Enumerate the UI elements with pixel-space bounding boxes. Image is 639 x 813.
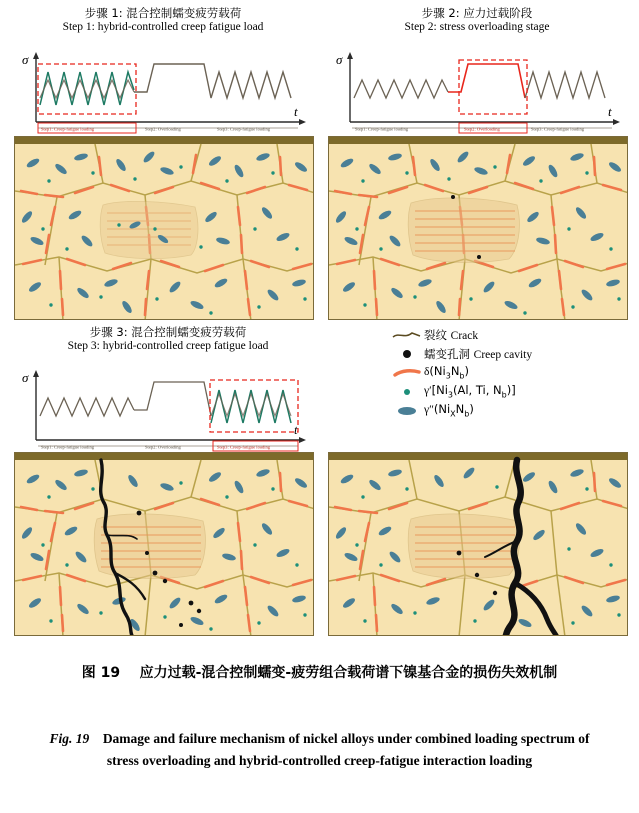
svg-text:σ: σ [22, 370, 29, 385]
caption-en [0, 728, 639, 772]
micrograph-failure [328, 452, 628, 636]
panel-2-title-en: Step 2: stress overloading stage [404, 21, 550, 34]
caption-en-text: Damage and failure mechanism of nickel alloys under combined loading spectrum of stress overloading and hybrid-controlled creep-fatigue interaction loading [102, 731, 590, 768]
svg-text:Step3: Creep-fatigue loading: Step3: Creep-fatigue loading [531, 126, 585, 132]
segment-label-1: Step1: Creep-fatigue loading [41, 126, 95, 132]
svg-text:t: t [294, 422, 298, 437]
legend-item-gamma-double-prime: $\gamma''(Ni_XN_b)$ [390, 401, 620, 420]
panel-3-title [18, 325, 318, 354]
panel-2-title-cn: 步骤 2: 应力过载阶段 [421, 6, 533, 20]
legend-label-cavity-cn: 蠕变孔洞 [424, 346, 470, 361]
small-dot-icon [390, 387, 424, 397]
legend [390, 325, 620, 420]
ellipse-icon [390, 406, 424, 416]
caption-cn-number: 图 19 [81, 665, 121, 681]
svg-text:t: t [608, 104, 612, 119]
line-icon [390, 330, 424, 340]
panel-1-title-cn: 步骤 1: 混合控制蠕变疲劳载荷 [84, 6, 242, 20]
legend-item-crack [390, 325, 620, 344]
segment-label-3: Step3: Creep-fatigue loading [217, 126, 271, 132]
svg-text:Step2: Overloading: Step2: Overloading [145, 444, 181, 450]
legend-label-crack-cn: 裂纹 [424, 327, 447, 342]
svg-text:σ: σ [22, 52, 29, 67]
caption-en-number: Fig. 19 [49, 731, 90, 746]
panel-2-load-curve [328, 50, 628, 134]
svg-text:t: t [294, 104, 298, 119]
svg-text:Step1: Creep-fatigue loading: Step1: Creep-fatigue loading [41, 444, 95, 450]
panel-3-title-cn: 步骤 3: 混合控制蠕变疲劳载荷 [89, 325, 247, 339]
caption-cn-text: 应力过载-混合控制蠕变-疲劳组合载荷谱下镍基合金的损伤失效机制 [139, 665, 558, 681]
micrograph-step-3 [14, 452, 314, 636]
legend-item-gamma-prime: $\gamma'[Ni_3(Al$, Ti, $N_b$)] [390, 382, 620, 401]
panel-2-title [332, 6, 622, 35]
panel-1-title-en: Step 1: hybrid-controlled creep fatigue load [62, 21, 264, 34]
panel-1-load-curve [14, 50, 314, 134]
svg-text:Step2: Overloading: Step2: Overloading [464, 126, 500, 132]
panel-3-load-curve [14, 368, 314, 452]
svg-text:Step1: Creep-fatigue loading: Step1: Creep-fatigue loading [355, 126, 409, 132]
segment-label-2: Step2: Overloading [145, 126, 181, 132]
legend-item-creep-cavity [390, 344, 620, 363]
micrograph-step-1 [14, 136, 314, 320]
legend-label-crack-en: Crack [450, 329, 479, 342]
caption-cn [0, 660, 639, 686]
micrograph-step-2 [328, 136, 628, 320]
legend-label-cavity-en: Creep cavity [473, 348, 533, 361]
panel-1-title [18, 6, 308, 35]
panel-3-title-en: Step 3: hybrid-controlled creep fatigue load [67, 340, 269, 353]
needle-icon [390, 368, 424, 378]
svg-text:Step3: Creep-fatigue loading: Step3: Creep-fatigue loading [217, 444, 271, 450]
legend-item-delta: $\delta(Ni_3N_b)$ [390, 363, 620, 382]
dot-icon [390, 349, 424, 359]
svg-text:σ: σ [336, 52, 343, 67]
